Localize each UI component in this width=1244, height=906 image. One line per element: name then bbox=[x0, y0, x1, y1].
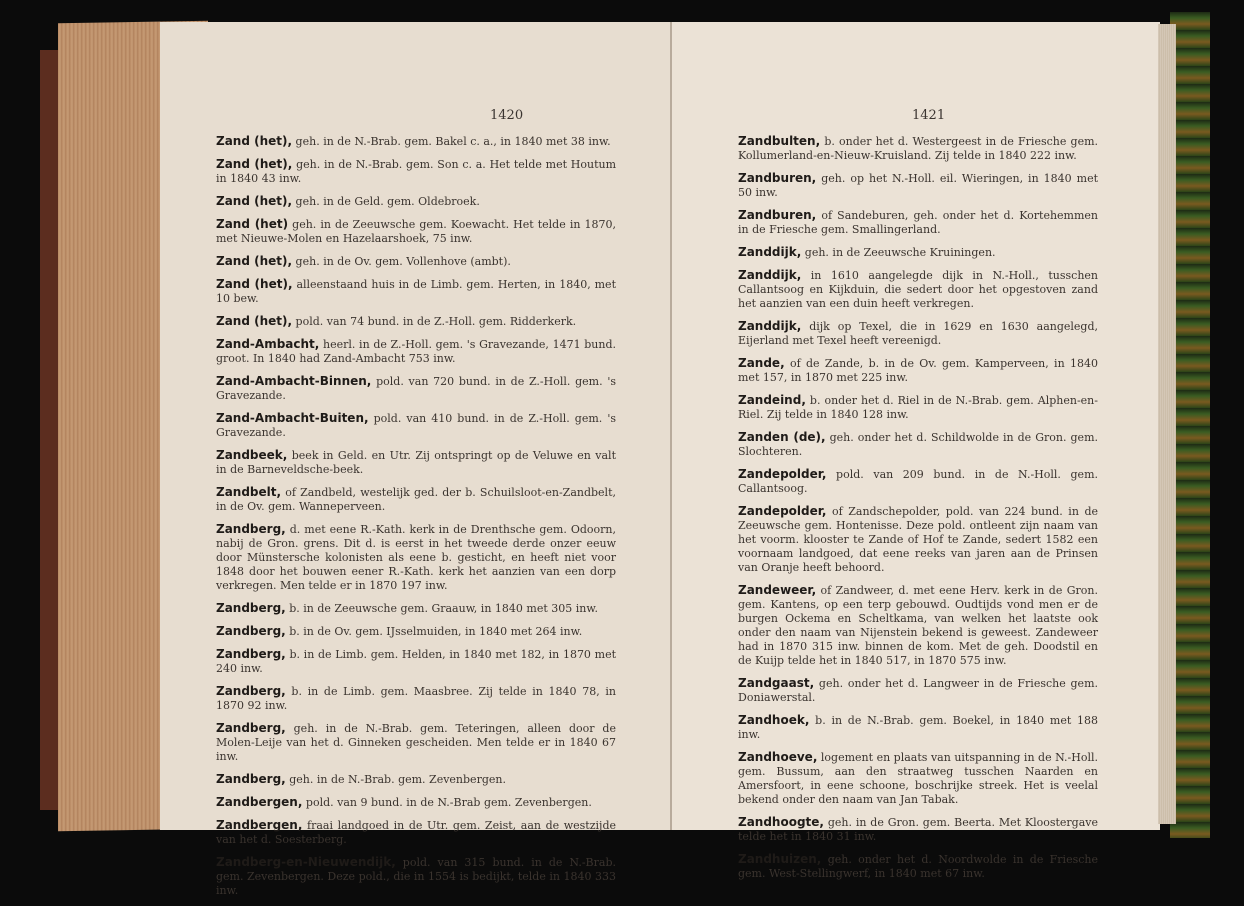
entry-headword: Zandhoeve, bbox=[738, 750, 818, 764]
dictionary-entry bbox=[216, 772, 616, 787]
dictionary-entry bbox=[738, 713, 1098, 742]
entry-headword: Zandberg, bbox=[216, 601, 286, 615]
dictionary-entry bbox=[216, 485, 616, 514]
entry-text: of Zandschepolder, pold. van 224 bund. in de Zeeuwsche gem. Hontenisse. Deze pold. ontleent zijn naam van het voorm. klooster te Zande of Hof te Zande, sedert 1582 een voornaam landgoed, dat eene reeks van jaren aan de Prinsen van Oranje heeft behoord. bbox=[738, 505, 1098, 574]
entry-headword: Zandbulten, bbox=[738, 134, 821, 148]
entry-headword: Zandbeek, bbox=[216, 448, 288, 462]
entry-text: geh. onder het d. Langweer in de Friesche gem. Doniawerstal. bbox=[738, 677, 1098, 704]
dictionary-entry bbox=[738, 171, 1098, 200]
entry-headword: Zandbergen, bbox=[216, 818, 303, 832]
entry-headword: Zand-Ambacht-Buiten, bbox=[216, 411, 369, 425]
entry-headword: Zande, bbox=[738, 356, 785, 370]
entry-text: geh. in de Zeeuwsche gem. Koewacht. Het telde in 1870, met Nieuwe-Molen en Hazelaarshoek, 75 inw. bbox=[216, 218, 616, 245]
entry-headword: Zanddijk, bbox=[738, 268, 802, 282]
dictionary-entry bbox=[738, 245, 1098, 260]
dictionary-entry bbox=[216, 647, 616, 676]
entry-text: pold. van 410 bund. in de Z.-Holl. gem. 's Gravezande. bbox=[216, 412, 616, 439]
dictionary-entry bbox=[738, 430, 1098, 459]
entry-headword: Zandberg, bbox=[216, 624, 286, 638]
entry-text: geh. in de Zeeuwsche Kruiningen. bbox=[801, 246, 996, 259]
entry-headword: Zand (het), bbox=[216, 157, 293, 171]
entry-text: b. in de Ov. gem. IJsselmuiden, in 1840 met 264 inw. bbox=[285, 625, 583, 638]
dictionary-entry bbox=[216, 194, 616, 209]
entry-headword: Zandberg, bbox=[216, 684, 286, 698]
dictionary-entry bbox=[216, 818, 616, 847]
entry-text: b. in de Limb. gem. Maasbree. Zij telde in 1840 78, in 1870 92 inw. bbox=[216, 685, 616, 712]
entry-headword: Zandberg, bbox=[216, 721, 286, 735]
entry-text: geh. onder het d. Schildwolde in de Gron. gem. Slochteren. bbox=[738, 431, 1098, 458]
right-entries-list bbox=[738, 134, 1098, 889]
dictionary-entry bbox=[738, 319, 1098, 348]
entry-text: pold. van 9 bund. in de N.-Brab gem. Zevenbergen. bbox=[302, 796, 592, 809]
entry-text: geh. in de Geld. gem. Oldebroek. bbox=[292, 195, 480, 208]
entry-text: of Zandbeld, westelijk ged. der b. Schuilsloot-en-Zandbelt, in de Ov. gem. Wanneperveen. bbox=[216, 486, 616, 513]
dictionary-entry bbox=[216, 624, 616, 639]
entry-headword: Zandbergen, bbox=[216, 795, 303, 809]
book-cover-right bbox=[1170, 12, 1210, 838]
entry-headword: Zand (het), bbox=[216, 134, 293, 148]
entry-headword: Zandberg-en-Nieuwendijk, bbox=[216, 855, 396, 869]
entry-headword: Zandhoogte, bbox=[738, 815, 824, 829]
entry-text: geh. in de Ov. gem. Vollenhove (ambt). bbox=[292, 255, 511, 268]
entry-text: geh. onder het d. Noordwolde in de Friesche gem. West-Stellingwerf, in 1840 met 67 inw. bbox=[738, 853, 1098, 880]
entry-headword: Zandberg, bbox=[216, 647, 286, 661]
dictionary-entry bbox=[216, 134, 616, 149]
entry-headword: Zandbelt, bbox=[216, 485, 282, 499]
dictionary-entry bbox=[216, 374, 616, 403]
dictionary-entry bbox=[216, 601, 616, 616]
dictionary-entry bbox=[738, 393, 1098, 422]
dictionary-entry bbox=[216, 684, 616, 713]
entry-text: logement en plaats van uitspanning in de N.-Holl. gem. Bussum, aan den straatweg tusschen Naarden en Amersfoort, in eene schoone, boschrijke streek. Het is veelal bekend onder den naam van Jan Tabak. bbox=[738, 751, 1098, 806]
entry-headword: Zand (het), bbox=[216, 194, 293, 208]
dictionary-entry bbox=[216, 277, 616, 306]
entry-headword: Zandhoek, bbox=[738, 713, 810, 727]
entry-headword: Zand (het), bbox=[216, 254, 293, 268]
entry-text: dijk op Texel, die in 1629 en 1630 aangelegd, Eijerland met Texel heeft vereenigd. bbox=[738, 320, 1098, 347]
entry-headword: Zandeweer, bbox=[738, 583, 817, 597]
entry-headword: Zand-Ambacht-Binnen, bbox=[216, 374, 372, 388]
entry-headword: Zand-Ambacht, bbox=[216, 337, 320, 351]
right-page bbox=[672, 22, 1160, 880]
entry-headword: Zandburen, bbox=[738, 208, 817, 222]
entry-text: beek in Geld. en Utr. Zij ontspringt op de Veluwe en valt in de Barneveldsche-beek. bbox=[216, 449, 616, 476]
dictionary-entry bbox=[738, 676, 1098, 705]
entry-headword: Zandgaast, bbox=[738, 676, 815, 690]
dictionary-entry bbox=[738, 467, 1098, 496]
entry-text: geh. in de N.-Brab. gem. Zevenbergen. bbox=[285, 773, 506, 786]
dictionary-entry bbox=[216, 254, 616, 269]
entry-text: pold. van 74 bund. in de Z.-Holl. gem. Ridderkerk. bbox=[292, 315, 577, 328]
page-number-right: 1421 bbox=[912, 108, 946, 123]
dictionary-entry bbox=[738, 583, 1098, 668]
dictionary-entry bbox=[738, 208, 1098, 237]
dictionary-entry bbox=[216, 314, 616, 329]
dictionary-entry bbox=[738, 134, 1098, 163]
entry-text: heerl. in de Z.-Holl. gem. 's Gravezande, 1471 bund. groot. In 1840 had Zand-Ambacht 753 inw. bbox=[216, 338, 616, 365]
entry-text: of Sandeburen, geh. onder het d. Kortehemmen in de Friesche gem. Smallingerland. bbox=[738, 209, 1098, 236]
entry-headword: Zanddijk, bbox=[738, 319, 802, 333]
page-number-left: 1420 bbox=[490, 108, 524, 123]
entry-text: alleenstaand huis in de Limb. gem. Herten, in 1840, met 10 bew. bbox=[216, 278, 616, 305]
dictionary-entry bbox=[216, 411, 616, 440]
entry-text: pold. van 720 bund. in de Z.-Holl. gem. 's Gravezande. bbox=[216, 375, 616, 402]
entry-headword: Zand (het), bbox=[216, 277, 293, 291]
entry-text: pold. van 209 bund. in de N.-Holl. gem. Callantsoog. bbox=[738, 468, 1098, 495]
dictionary-entry bbox=[738, 750, 1098, 807]
entry-text: b. onder het d. Westergeest in de Friesche gem. Kollumerland-en-Nieuw-Kruisland. Zij telde in 1840 222 inw. bbox=[738, 135, 1098, 162]
entry-text: b. in de Zeeuwsche gem. Graauw, in 1840 met 305 inw. bbox=[285, 602, 598, 615]
entry-headword: Zandepolder, bbox=[738, 504, 827, 518]
dictionary-entry bbox=[738, 504, 1098, 575]
entry-headword: Zandeind, bbox=[738, 393, 806, 407]
dictionary-entry bbox=[216, 217, 616, 246]
page-edges-right bbox=[1158, 24, 1176, 824]
dictionary-entry bbox=[216, 795, 616, 810]
dictionary-entry bbox=[216, 448, 616, 477]
entry-headword: Zandepolder, bbox=[738, 467, 827, 481]
left-entries-list bbox=[216, 134, 616, 906]
entry-headword: Zandhuizen, bbox=[738, 852, 822, 866]
dictionary-entry bbox=[738, 268, 1098, 311]
entry-headword: Zanden (de), bbox=[738, 430, 826, 444]
entry-text: in 1610 aangelegde dijk in N.-Holl., tusschen Callantsoog en Kijkduin, die sedert door het opgestoven zand het aanzien van een duin heeft verkregen. bbox=[738, 269, 1098, 310]
entry-text: geh. in de N.-Brab. gem. Son c. a. Het telde met Houtum in 1840 43 inw. bbox=[216, 158, 617, 185]
dictionary-entry bbox=[216, 337, 616, 366]
dictionary-entry bbox=[216, 522, 616, 593]
dictionary-entry bbox=[738, 815, 1098, 844]
entry-text: geh. in de Gron. gem. Beerta. Met Kloostergave telde het in 1840 31 inw. bbox=[738, 816, 1098, 843]
entry-headword: Zandberg, bbox=[216, 772, 286, 786]
entry-text: b. in de N.-Brab. gem. Boekel, in 1840 met 188 inw. bbox=[738, 714, 1098, 741]
entry-text: of Zandweer, d. met eene Herv. kerk in de Gron. gem. Kantens, op een terp gebouwd. Oudtijds vond men er de burgen Ockema en Scheltkama, van welken het laatste ook onder den naam van Nijenstein bekend is geweest. Zandeweer had in 1870 315 inw. binnen de kom. Met de geh. Doodstil en de Kuijp telde het in 1840 517, in 1870 575 inw. bbox=[738, 584, 1098, 667]
left-page bbox=[160, 22, 672, 897]
entry-text: pold. van 315 bund. in de N.-Brab. gem. Zevenbergen. Deze pold., die in 1554 is bedijkt, telde in 1840 333 inw. bbox=[216, 856, 616, 897]
entry-text: geh. in de N.-Brab. gem. Bakel c. a., in 1840 met 38 inw. bbox=[292, 135, 611, 148]
open-book bbox=[40, 12, 1210, 897]
dictionary-entry bbox=[738, 852, 1098, 881]
entry-headword: Zand (het) bbox=[216, 217, 289, 231]
entry-headword: Zandburen, bbox=[738, 171, 817, 185]
entry-headword: Zandberg, bbox=[216, 522, 286, 536]
dictionary-entry bbox=[738, 356, 1098, 385]
dictionary-entry bbox=[216, 855, 616, 898]
dictionary-entry bbox=[216, 721, 616, 764]
dictionary-entry bbox=[216, 157, 616, 186]
entry-text: of de Zande, b. in de Ov. gem. Kamperveen, in 1840 met 157, in 1870 met 225 inw. bbox=[738, 357, 1098, 384]
entry-text: b. in de Limb. gem. Helden, in 1840 met 182, in 1870 met 240 inw. bbox=[216, 648, 616, 675]
entry-text: d. met eene R.-Kath. kerk in de Drenthsche gem. Odoorn, nabij de Gron. grens. Dit d. is eerst in het tweede derde onzer eeuw door Münstersche kolonisten als eene b. gesticht, en heeft niet voor 1848 door het bouwen eener R.-Kath. kerk het aanzien van een dorp verkregen. Men telde er in 1870 197 inw. bbox=[216, 523, 616, 592]
entry-headword: Zanddijk, bbox=[738, 245, 802, 259]
entry-headword: Zand (het), bbox=[216, 314, 293, 328]
entry-text: b. onder het d. Riel in de N.-Brab. gem. Alphen-en-Riel. Zij telde in 1840 128 inw. bbox=[738, 394, 1098, 421]
entry-text: geh. op het N.-Holl. eil. Wieringen, in 1840 met 50 inw. bbox=[738, 172, 1098, 199]
entry-text: fraai landgoed in de Utr. gem. Zeist, aan de westzijde van het d. Soesterberg. bbox=[216, 819, 616, 846]
entry-text: geh. in de N.-Brab. gem. Teteringen, alleen door de Molen-Leije van het d. Ginneken gescheiden. Men telde er in 1840 67 inw. bbox=[216, 722, 616, 763]
